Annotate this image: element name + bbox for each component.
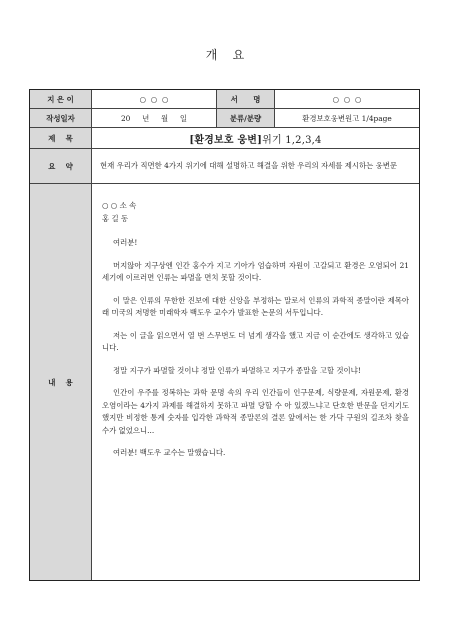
- signature-value: ○ ○ ○: [332, 94, 362, 104]
- content-row: [30, 184, 419, 580]
- date-row: [30, 109, 419, 128]
- content-paragraph: 여러분! 백도우 교수는 말했습니다.: [113, 448, 226, 457]
- summary-form: [29, 89, 420, 581]
- speaker-affiliation: ○ ○ 소 속: [102, 201, 137, 210]
- category-label: 분류/분량: [217, 109, 275, 127]
- subject-value: [92, 128, 419, 148]
- author-label: 지 은 이: [30, 90, 92, 108]
- author-row: [30, 90, 419, 109]
- subject-bracket: [환경보호 웅변]: [189, 134, 263, 146]
- content-paragraph: 이 말은 인류의 무한한 진보에 대한 신앙을 부정하는 말로서 인류의 과학적 종말이란 제목아래 미국의 저명한 미래학자 백도우 교수가 발표한 논문의 서두입니다.: [102, 295, 409, 317]
- summary-text: 현재 우리가 직면한 4가지 위기에 대해 설명하고 해결을 위한 우리의 자세를 제시하는 웅변문: [100, 161, 398, 170]
- signature-label: 서 명: [217, 90, 275, 108]
- date-label: 작성일자: [30, 109, 92, 127]
- content-paragraph: 여러분!: [113, 238, 138, 247]
- author-value: ○ ○ ○: [92, 90, 217, 108]
- document-title: 개 요: [205, 48, 245, 62]
- subject-label: 제 목: [30, 128, 92, 148]
- category-value: 환경보호웅변원고 1/4page: [302, 113, 392, 123]
- summary-row: [30, 149, 419, 184]
- content-paragraph: 저는 이 글을 읽으면서 열 번 스무번도 더 넘게 생각을 했고 지금 이 순간에도 생각하고 있습니다.: [102, 330, 409, 352]
- content-label: 내 용: [30, 184, 92, 580]
- subject-row: [30, 128, 419, 149]
- date-value: 20 년 월 일: [92, 109, 217, 127]
- content-paragraph: 인간이 우주를 정복하는 과학 문명 속의 우리 인간들이 인구문제, 식량문제, 자원문제, 환경오염이라는 4가지 과제를 해결하지 못하고 파멸 당할 수 아 있겠느냐고 단호한 반문을 던지기도 했지만 비정한 통계 숫자를 입각한 과학적 종말론의 결론 앞에서는 한 가닥 구원의 길조차 찾을 수가 없었으니...: [102, 388, 409, 435]
- subject-rest: 위기 1,2,3,4: [262, 134, 322, 146]
- content-body: [92, 184, 419, 580]
- content-paragraph: 정말 지구가 파멸할 것이냐 정말 인류가 파멸하고 지구가 종말을 고할 것이냐!: [113, 365, 361, 375]
- speaker-name: 홍 길 동: [102, 213, 129, 223]
- content-paragraph: 머지않아 지구상엔 인간 홍수가 지고 기아가 엄습하며 자원이 고갈되고 환경은 오염되어 21세기에 이르러면 인류는 파멸을 면치 못할 것이다.: [102, 260, 409, 282]
- summary-label: 요 약: [30, 149, 92, 183]
